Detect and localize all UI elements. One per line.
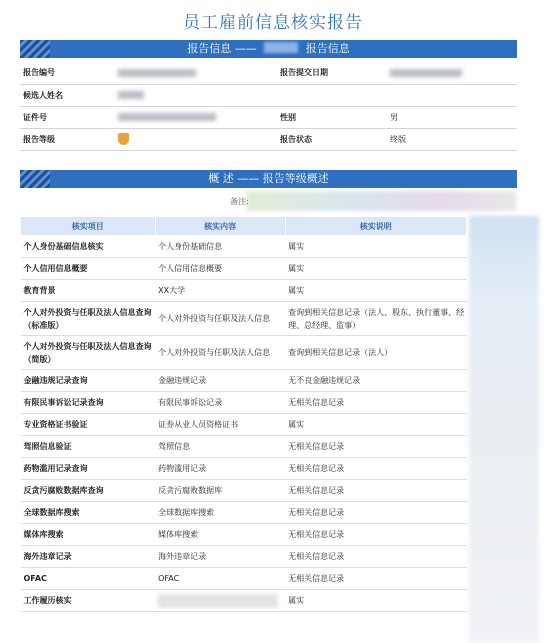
row-content: 有限民事诉讼记录 — [155, 392, 285, 414]
row-content: OFAC — [155, 568, 285, 590]
table-row — [21, 436, 467, 458]
header-content: 核实内容 — [155, 217, 285, 236]
row-remark: 无相关信息记录 — [285, 502, 466, 524]
report-no-value — [115, 62, 277, 84]
table-row — [21, 546, 467, 568]
row-item: 反贪污腐败数据库查询 — [21, 480, 156, 502]
row-content: 金融违规记录 — [155, 370, 285, 392]
status-value: 终版 — [387, 128, 517, 150]
header-item: 核实项目 — [21, 217, 156, 236]
table-header-row — [21, 217, 467, 236]
row-content: 个人信用信息概要 — [155, 258, 285, 280]
row-remark: 无相关信息记录 — [285, 436, 466, 458]
row-item: 个人信用信息概要 — [21, 258, 156, 280]
row-remark: 无相关信息记录 — [285, 546, 466, 568]
report-no-label: 报告编号 — [20, 62, 115, 84]
info-row — [20, 106, 517, 128]
report-info-table — [20, 62, 517, 151]
verification-table — [20, 216, 467, 612]
row-item: 教育背景 — [21, 280, 156, 302]
row-content: 个人身份基础信息 — [155, 236, 285, 258]
table-row — [21, 302, 467, 336]
summary-banner-label: 概 述 —— 报告等级概述 — [208, 172, 329, 185]
row-item: OFAC — [21, 568, 156, 590]
row-item: 个人对外投资与任职及法人信息查询（标准版） — [21, 302, 156, 336]
note-label: 备注: — [230, 197, 249, 206]
row-remark: 无相关信息记录 — [285, 480, 466, 502]
note-redacted — [246, 191, 516, 211]
row-item: 海外违章记录 — [21, 546, 156, 568]
info-row — [20, 62, 517, 84]
row-remark: 属实 — [285, 280, 466, 302]
row-remark: 无不良金融违规记录 — [285, 370, 466, 392]
info-row — [20, 84, 517, 106]
banner-stripes — [20, 40, 50, 58]
row-remark: 查询到相关信息记录（法人、股东、执行董事、经理、总经理、监事） — [285, 302, 466, 336]
banner-suffix: 报告信息 — [305, 42, 350, 55]
table-row — [21, 236, 467, 258]
table-row — [21, 280, 467, 302]
gender-label: 性别 — [277, 106, 387, 128]
report-info-banner — [20, 40, 517, 58]
banner-prefix: 报告信息 —— — [187, 42, 257, 55]
row-content: XX大学 — [155, 280, 285, 302]
row-remark: 无相关信息记录 — [285, 524, 466, 546]
row-remark: 查询到相关信息记录（法人） — [285, 336, 466, 370]
redacted-cell — [158, 594, 278, 608]
level-label: 报告等级 — [20, 128, 115, 150]
row-item: 媒体库搜索 — [21, 524, 156, 546]
row-content: 反贪污腐败数据库 — [155, 480, 285, 502]
redacted-name — [264, 42, 298, 53]
table-row — [21, 370, 467, 392]
report-title: 员工雇前信息核实报告 — [183, 13, 363, 33]
banner-stripes — [20, 170, 50, 188]
header-remark: 核实说明 — [285, 217, 466, 236]
row-content: 海外违章记录 — [155, 546, 285, 568]
info-row — [20, 128, 517, 150]
row-item: 有限民事诉讼记录查询 — [21, 392, 156, 414]
row-item: 个人身份基础信息核实 — [21, 236, 156, 258]
row-item: 工作履历核实 — [21, 590, 156, 612]
summary-banner — [20, 170, 517, 188]
submit-date-label: 报告提交日期 — [277, 62, 387, 84]
row-remark: 属实 — [285, 236, 466, 258]
row-content: 驾照信息 — [155, 436, 285, 458]
row-remark: 无相关信息记录 — [285, 458, 466, 480]
row-item: 驾照信息验证 — [21, 436, 156, 458]
row-item: 金融违规记录查询 — [21, 370, 156, 392]
table-row — [21, 480, 467, 502]
table-row — [21, 458, 467, 480]
row-remark: 属实 — [285, 414, 466, 436]
row-content: 全球数据库搜索 — [155, 502, 285, 524]
table-row — [21, 524, 467, 546]
table-row — [21, 414, 467, 436]
row-content: 药物滥用记录 — [155, 458, 285, 480]
row-remark: 属实 — [285, 590, 466, 612]
table-row — [21, 590, 467, 612]
row-content: 个人对外投资与任职及法人信息 — [155, 336, 285, 370]
shield-icon — [118, 133, 129, 145]
status-label: 报告状态 — [277, 128, 387, 150]
row-remark: 无相关信息记录 — [285, 392, 466, 414]
table-row — [21, 336, 467, 370]
candidate-label: 候选人姓名 — [20, 84, 115, 106]
row-content: 证券从业人员资格证书 — [155, 414, 285, 436]
table-row — [21, 258, 467, 280]
row-item: 药物滥用记录查询 — [21, 458, 156, 480]
id-value — [115, 106, 277, 128]
row-remark: 无相关信息记录 — [285, 568, 466, 590]
id-label: 证件号 — [20, 106, 115, 128]
row-item: 专业资格证书验证 — [21, 414, 156, 436]
submit-date-value — [387, 62, 517, 84]
table-row — [21, 568, 467, 590]
table-row — [21, 502, 467, 524]
candidate-value — [115, 84, 277, 106]
row-item: 全球数据库搜索 — [21, 502, 156, 524]
table-row — [21, 392, 467, 414]
row-content — [155, 590, 285, 612]
level-value — [115, 128, 277, 150]
row-remark: 属实 — [285, 258, 466, 280]
row-item: 个人对外投资与任职及法人信息查询（简版） — [21, 336, 156, 370]
side-redacted — [469, 216, 539, 643]
row-content: 个人对外投资与任职及法人信息 — [155, 302, 285, 336]
gender-value: 男 — [387, 106, 517, 128]
row-content: 媒体库搜索 — [155, 524, 285, 546]
